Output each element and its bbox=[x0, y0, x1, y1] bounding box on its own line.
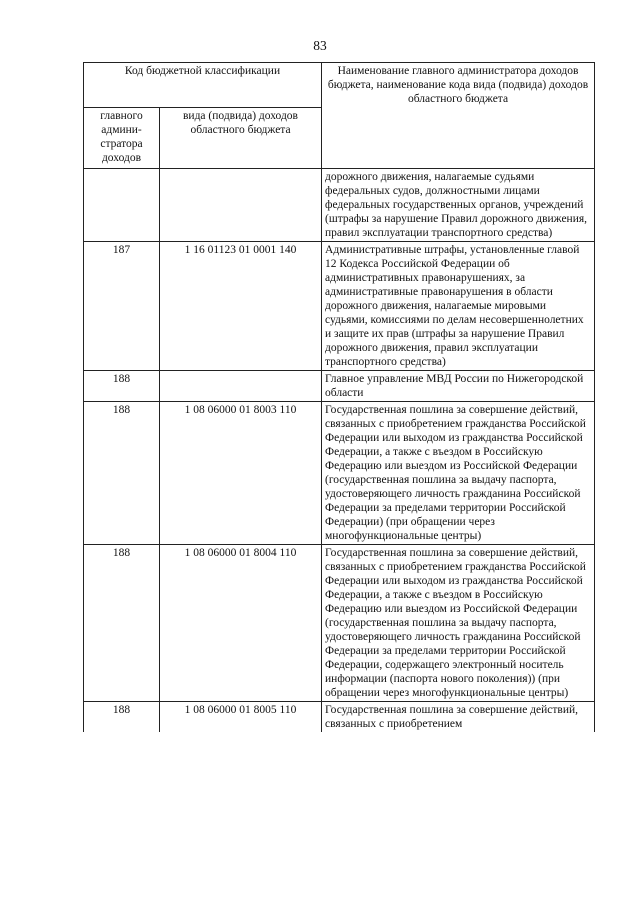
header-revenue-type: вида (подвида) доходов областного бюджета bbox=[160, 108, 322, 169]
table-row bbox=[84, 702, 595, 733]
cell-name: дорожного движения, налагаемые судьями федеральных судов, должностными лицами федеральных государственных органов, учреждений (штрафы за нарушение Правил дорожного движения, правил эксплуатации транспортного средства) bbox=[322, 169, 595, 242]
cell-name: Административные штрафы, установленные главой 12 Кодекса Российской Федерации об административных правонарушениях, за административные правонарушения в области дорожного движения, налагаемые мировыми судьями, комиссиями по делам несовершеннолетних и защите их прав (штрафы за нарушение Правил дорожного движения, правил эксплуатации транспортного средства) bbox=[322, 242, 595, 371]
cell-name: Главное управление МВД России по Нижегородской области bbox=[322, 371, 595, 402]
cell-code bbox=[160, 169, 322, 242]
budget-classification-table bbox=[83, 62, 595, 732]
cell-admin bbox=[84, 169, 160, 242]
table-row bbox=[84, 402, 595, 545]
cell-admin: 188 bbox=[84, 371, 160, 402]
cell-code bbox=[160, 371, 322, 402]
table-header-row bbox=[84, 63, 595, 108]
cell-code: 1 08 06000 01 8004 110 bbox=[160, 545, 322, 702]
table-row bbox=[84, 371, 595, 402]
table-row bbox=[84, 169, 595, 242]
header-main-administrator: главного админи-стратора доходов bbox=[84, 108, 160, 169]
header-administrator-name: Наименование главного администратора доходов бюджета, наименование кода вида (подвида) доходов областного бюджета bbox=[322, 63, 595, 169]
table-row bbox=[84, 545, 595, 702]
cell-admin: 188 bbox=[84, 545, 160, 702]
cell-admin: 187 bbox=[84, 242, 160, 371]
cell-code: 1 08 06000 01 8003 110 bbox=[160, 402, 322, 545]
cell-name: Государственная пошлина за совершение действий, связанных с приобретением гражданства Российской Федерации или выходом из гражданства Российской Федерации, а также с въездом в Российскую Федерацию или выездом из Российской Федерации (государственная пошлина за выдачу паспорта, удостоверяющего личность гражданина Российской Федерации за пределами территории Российской Федерации) (при обращении через многофункциональные центры) bbox=[322, 402, 595, 545]
header-budget-code: Код бюджетной классификации bbox=[84, 63, 322, 108]
cell-code: 1 08 06000 01 8005 110 bbox=[160, 702, 322, 733]
cell-name: Государственная пошлина за совершение действий, связанных с приобретением гражданства Российской Федерации или выходом из гражданства Российской Федерации, а также с въездом в Российскую Федерацию или выездом из Российской Федерации (государственная пошлина за выдачу паспорта, удостоверяющего личность гражданина Российской Федерации за пределами территории Российской Федерации, содержащего электронный носитель информации (паспорта нового поколения)) (при обращении через многофункциональные центры) bbox=[322, 545, 595, 702]
cell-code: 1 16 01123 01 0001 140 bbox=[160, 242, 322, 371]
page-number: 83 bbox=[313, 38, 327, 53]
table-row bbox=[84, 242, 595, 371]
cell-admin: 188 bbox=[84, 402, 160, 545]
cell-admin: 188 bbox=[84, 702, 160, 733]
cell-name: Государственная пошлина за совершение действий, связанных с приобретением bbox=[322, 702, 595, 733]
